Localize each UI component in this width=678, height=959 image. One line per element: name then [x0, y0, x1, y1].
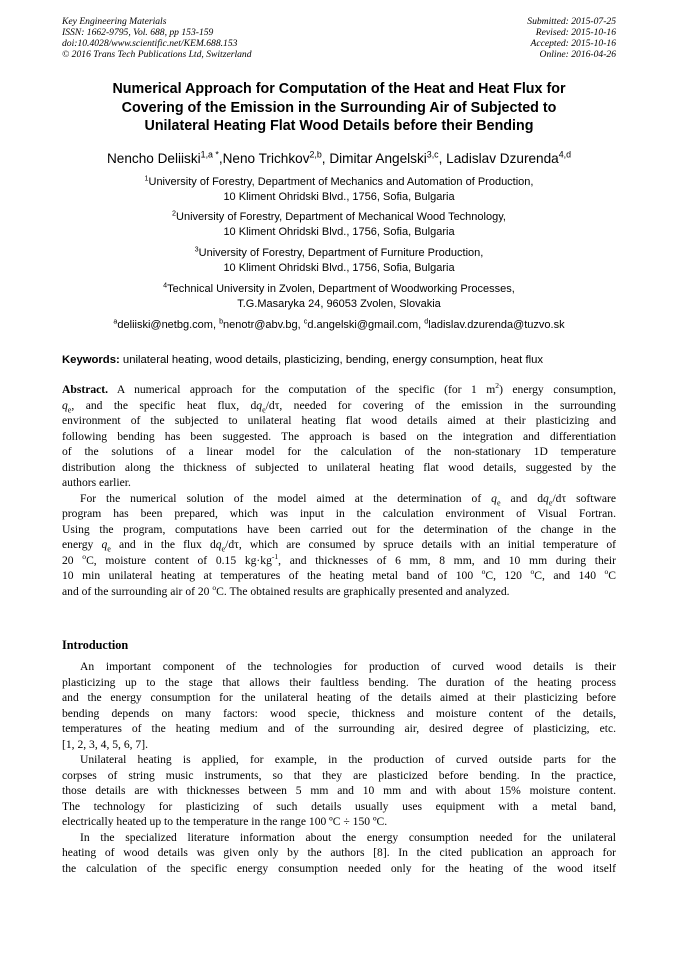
- author-name: Ladislav Dzurenda: [446, 151, 559, 166]
- intro-line: and the energy consumption for the unilateral heating of the details aimed at their plasticizing before: [62, 691, 616, 704]
- abstract-label: Abstract.: [62, 383, 109, 396]
- affiliation-address: 10 Kliment Ohridski Blvd., 1756, Sofia, Bulgaria: [223, 262, 455, 274]
- intro-line: [1, 2, 3, 4, 5, 6, 7].: [62, 737, 148, 751]
- email-link[interactable]: d.angelski@gmail.com: [307, 319, 419, 331]
- author-list: Nencho Deliiski$^{1,a *}$,Neno Trichkov$^{2,b}$, Dimitar Angelski$^{3,c}$, Ladislav Dzurenda$^{4,d}$: [106, 149, 572, 166]
- intro-line: the calculation of the specific energy consumption needed only for the heating of the wood itself: [62, 861, 616, 875]
- intro-line: plasticizing up to the stage that allows their faultless bending. The duration of the heating process: [62, 675, 616, 689]
- email-mark: a: [113, 317, 118, 326]
- intro-line: Unilateral heating is applied, for example, in the production of curved outside parts for the: [80, 753, 616, 766]
- journal-issn: ISSN: 1662-9795, Vol. 688, pp 153-159: [62, 27, 214, 38]
- affiliation-address: 10 Kliment Ohridski Blvd., 1756, Sofia, Bulgaria: [223, 191, 455, 203]
- author-affiliation-mark: 3,c: [426, 149, 439, 160]
- affiliation: [62, 210, 616, 240]
- abstract-line: energy $q_e$ and in the flux $dq_e/d\tau$, which are consumed by spruce details with an initial temperature of: [62, 538, 616, 554]
- affiliation: [62, 175, 616, 205]
- abstract-line: Using the program, computations have been carried out for the determination of the change in the: [62, 522, 616, 536]
- intro-line: corpses of string music instruments, so that they are plasticized before bending. In the practice,: [62, 768, 616, 782]
- affiliation-line: University of Forestry, Department of Furniture Production,: [198, 247, 484, 259]
- email-mark: d: [424, 317, 429, 326]
- affiliation-number: 3: [194, 245, 199, 254]
- intro-line: those details are with thicknesses between 5 mm and 10 mm and with about 15% moisture content.: [62, 784, 616, 797]
- date-accepted: Accepted: 2015-10-16: [530, 38, 616, 49]
- journal-copyright: © 2016 Trans Tech Publications Ltd, Switzerland: [62, 49, 252, 60]
- author-name: Nencho Deliiski: [106, 151, 201, 166]
- author-name: Neno Trichkov: [222, 151, 310, 166]
- affiliation-number: 2: [172, 209, 177, 218]
- intro-line: The technology for plasticizing of such details usually uses equipment with a metal band,: [62, 799, 616, 813]
- affiliation: [62, 246, 616, 276]
- abstract-line: 10 min unilateral heating at temperatures of the heating metal band of 100 $^o$C, 120 $^o$C, and 140 $^o$C: [62, 567, 617, 582]
- intro-line: An important component of the technologies for production of curved wood details is their: [80, 660, 616, 673]
- submission-dates: [527, 16, 616, 60]
- intro-line: temperatures of the heating medium and of the surrounding air, desired degree of plasticizing, etc.: [62, 722, 616, 735]
- author-name: Dimitar Angelski: [329, 151, 427, 166]
- author-affiliation-mark: 2,b: [309, 149, 322, 160]
- intro-line: electrically heated up to the temperature in the range 100 ºC ÷ 150 ºC.: [62, 815, 388, 828]
- affiliation-number: 4: [163, 281, 168, 290]
- title-line: Numerical Approach for Computation of the Heat and Heat Flux for: [112, 81, 566, 97]
- abstract-line: distribution along the thickness of subjected to unilateral heating flat wood details, suggested by the: [62, 460, 616, 474]
- affiliation-address: 10 Kliment Ohridski Blvd., 1756, Sofia, Bulgaria: [223, 226, 455, 238]
- email-link[interactable]: nenotr@abv.bg: [223, 319, 298, 331]
- affiliation-line: University of Forestry, Department of Mechanical Wood Technology,: [176, 211, 506, 223]
- abstract-line: authors earlier.: [62, 476, 131, 489]
- author-affiliation-mark: 4,d: [558, 149, 572, 160]
- affiliation: [62, 282, 616, 312]
- affiliation-address: T.G.Masaryka 24, 96053 Zvolen, Slovakia: [237, 298, 441, 310]
- abstract-line: environment of the subjected to unilateral heating flat wood details aimed at their plasticizing and: [62, 414, 616, 427]
- keywords-label: Keywords:: [62, 354, 120, 366]
- date-revised: Revised: 2015-10-16: [535, 27, 616, 38]
- abstract-line: 20 $^o$C, moisture content of 0.15 $kg\cdot kg^{-1}$, and thicknesses of 6 mm, 8 mm, and 10 mm during their: [62, 551, 616, 567]
- author-emails: $^a$deliiski@netbg.com, $^b$nenotr@abv.bg, $^c$d.angelski@gmail.com, $^d$ladislav.dzurenda@tuzvo.sk: [113, 317, 565, 331]
- abstract: [62, 382, 616, 599]
- affiliation-line: University of Forestry, Department of Mechanics and Automation of Production,: [148, 176, 534, 188]
- intro-line: heating of wood details was given only by the authors [8]. In the cited publication an approach for: [62, 846, 616, 859]
- journal-header: [62, 16, 252, 60]
- email-mark: b: [219, 317, 224, 326]
- email-link[interactable]: deliiski@netbg.com: [117, 319, 213, 331]
- intro-line: bending depends on many factors: wood specie, thickness and moisture content of the details,: [62, 706, 616, 720]
- affiliation-line: Technical University in Zvolen, Department of Woodworking Processes,: [167, 283, 515, 295]
- title-line: Unilateral Heating Flat Wood Details before their Bending: [144, 118, 534, 134]
- abstract-line: Abstract. A numerical approach for the computation of the specific (for 1 $m^2$) energy consumption,: [62, 381, 616, 396]
- abstract-line: and of the surrounding air of 20 $^o$C. The obtained results are graphically presented and analyzed.: [62, 582, 510, 598]
- abstract-line: $q_e$, and the specific heat flux, $dq_e/d\tau$, needed for covering of the emission in the surrounding: [62, 398, 616, 414]
- section-heading-introduction: Introduction: [62, 638, 129, 652]
- keywords: [62, 353, 622, 368]
- abstract-line: of the solutions of a linear model for the calculation of the non-stationary 1D temperature: [62, 445, 616, 458]
- keywords-text: unilateral heating, wood details, plasticizing, bending, energy consumption, heat flux: [122, 354, 544, 366]
- date-online: Online: 2016-04-26: [539, 49, 616, 60]
- author-affiliation-mark: 1,a *: [200, 149, 219, 160]
- email-mark: c: [303, 317, 308, 326]
- paper-title: [62, 80, 616, 136]
- journal-doi[interactable]: doi:10.4028/www.scientific.net/KEM.688.153: [62, 38, 238, 49]
- affiliation-number: 1: [144, 174, 149, 183]
- introduction-body: [62, 659, 616, 876]
- abstract-line: program has been prepared, which was input in the calculation environment of Visual Fortran.: [62, 507, 616, 520]
- email-link[interactable]: ladislav.dzurenda@tuzvo.sk: [428, 319, 565, 331]
- abstract-line: following bending has been suggested. The approach is based on the integration and differentiation: [62, 429, 616, 443]
- abstract-line: For the numerical solution of the model aimed at the determination of $q_e$ and $dq_e/d\tau$ software: [80, 491, 617, 507]
- journal-name: Key Engineering Materials: [62, 16, 167, 27]
- date-submitted: Submitted: 2015-07-25: [527, 16, 616, 27]
- intro-line: In the specialized literature information about the energy consumption needed for the unilateral: [80, 830, 616, 844]
- title-line: Covering of the Emission in the Surrounding Air of Subjected to: [121, 99, 557, 116]
